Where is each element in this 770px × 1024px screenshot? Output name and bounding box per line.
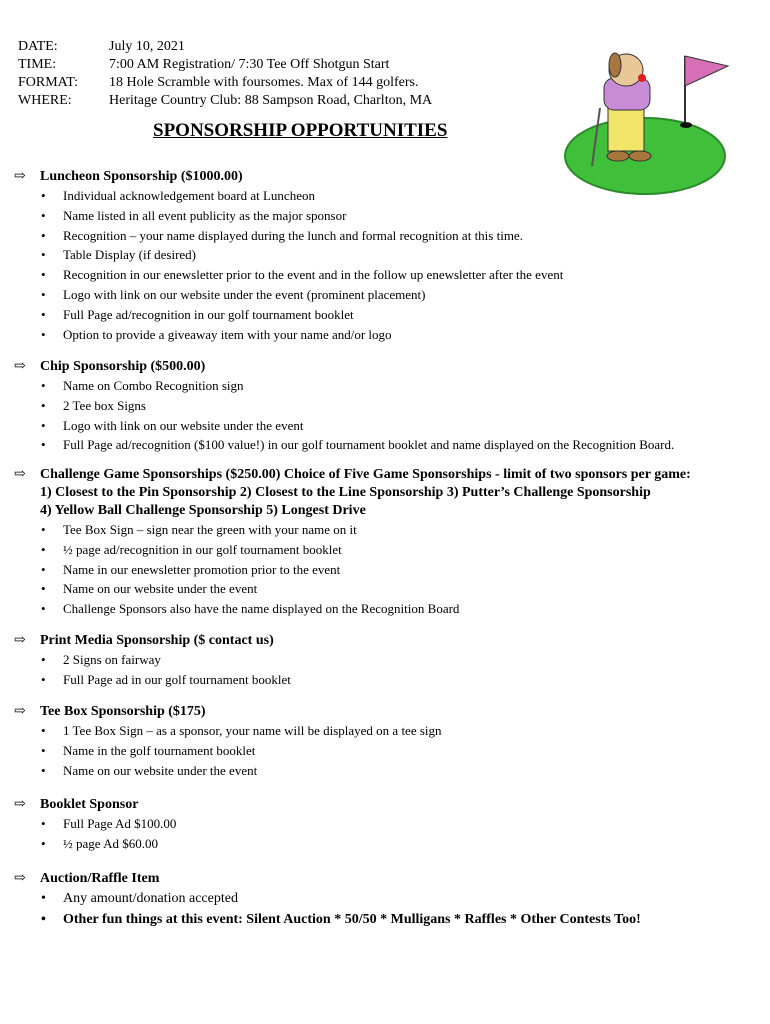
list-item: • 1 Tee Box Sign – as a sponsor, your name will be displayed on a tee sign [14,721,442,741]
format-row [18,74,432,92]
list-item: • Name on Combo Recognition sign [14,376,674,396]
list-item: • Logo with link on our website under the event (prominent placement) [14,285,563,305]
print-media-title: Print Media Sponsorship ($ contact us) [40,633,274,648]
list-item: • Logo with link on our website under the event [14,416,674,436]
right-arrow-icon: ⇨ [14,169,26,184]
format-value: 18 Hole Scramble with foursomes. Max of 144 golfers. [109,75,419,90]
page-title: SPONSORSHIP OPPORTUNITIES [153,120,448,141]
luncheon-header [14,168,563,186]
booklet-section [14,796,176,854]
chip-header [14,358,674,376]
right-arrow-icon: ⇨ [14,359,26,374]
time-value: 7:00 AM Registration/ 7:30 Tee Off Shotgun Start [109,57,390,72]
list-item: • Full Page Ad $100.00 [14,814,176,834]
time-row [18,56,432,74]
challenge-games-line-1: 1) Closest to the Pin Sponsorship 2) Closest to the Line Sponsorship 3) Putter’s Challenge Sponsorship [40,485,651,500]
right-arrow-icon: ⇨ [14,704,26,719]
chip-title: Chip Sponsorship ($500.00) [40,359,206,374]
tee-box-header [14,703,442,721]
auction-header [14,870,641,888]
right-arrow-icon: ⇨ [14,871,26,886]
challenge-list [14,520,691,619]
where-row [18,92,432,110]
auction-section [14,870,641,930]
luncheon-list [14,186,563,344]
list-item: • Any amount/donation accepted [14,888,641,909]
right-arrow-icon: ⇨ [14,797,26,812]
right-arrow-icon: ⇨ [14,467,26,482]
booklet-list [14,814,176,854]
tee-box-title: Tee Box Sponsorship ($175) [40,704,206,719]
golfer-dog-illustration [560,48,730,198]
list-item: • Full Page ad/recognition in our golf tournament booklet [14,305,563,325]
dog-ear [609,53,621,77]
list-item: • Table Display (if desired) [14,245,563,265]
fun-things-item: • Other fun things at this event: Silent Auction * 50/50 * Mulligans * Raffles * Other Contests Too! [14,909,641,930]
booklet-header [14,796,176,814]
left-shoe [607,151,629,161]
date-label: DATE: [18,39,58,54]
list-item: • Recognition – your name displayed during the lunch and formal recognition at this time. [14,226,563,246]
event-info [18,38,432,110]
time-label: TIME: [18,57,57,72]
list-item: • Tee Box Sign – sign near the green with your name on it [14,520,691,540]
booklet-title: Booklet Sponsor [40,797,139,812]
list-item: • Name listed in all event publicity as the major sponsor [14,206,563,226]
list-item: • Name in the golf tournament booklet [14,741,442,761]
format-label: FORMAT: [18,75,78,90]
print-media-section [14,632,291,690]
list-item: • Challenge Sponsors also have the name displayed on the Recognition Board [14,599,691,619]
where-label: WHERE: [18,93,72,108]
print-media-header [14,632,291,650]
list-item: • ½ page ad/recognition in our golf tournament booklet [14,540,691,560]
list-item: • Full Page ad in our golf tournament booklet [14,670,291,690]
dog-nose [638,74,646,82]
where-value: Heritage Country Club: 88 Sampson Road, Charlton, MA [109,93,433,108]
date-row [18,38,432,56]
list-item: • ½ page Ad $60.00 [14,834,176,854]
right-shoe [629,151,651,161]
list-item: • Recognition in our enewsletter prior to the event and in the follow up enewsletter after the event [14,265,563,285]
list-item: • Name on our website under the event [14,579,691,599]
challenge-games-line-2: 4) Yellow Ball Challenge Sponsorship 5) Longest Drive [40,503,366,518]
list-item: • 2 Tee box Signs [14,396,674,416]
print-media-list [14,650,291,690]
challenge-title: Challenge Game Sponsorships ($250.00) Choice of Five Game Sponsorships - limit of two sponsors per game: [40,467,691,482]
tee-box-section [14,703,442,780]
chip-section [14,358,674,455]
flag-icon [685,56,728,86]
list-item: • Name in our enewsletter promotion prior to the event [14,560,691,580]
luncheon-section [14,168,563,344]
auction-title: Auction/Raffle Item [40,871,160,886]
challenge-section [14,466,691,619]
chip-list [14,376,674,455]
list-item: • Name on our website under the event [14,761,442,781]
auction-list [14,888,641,930]
challenge-header [14,466,691,484]
list-item: • 2 Signs on fairway [14,650,291,670]
golf-hole [680,122,692,128]
list-item: • Full Page ad/recognition ($100 value!) in our golf tournament booklet and name displayed on the Recognition Board. [14,435,674,455]
right-arrow-icon: ⇨ [14,633,26,648]
luncheon-title: Luncheon Sponsorship ($1000.00) [40,169,243,184]
tee-box-list [14,721,442,780]
list-item: • Option to provide a giveaway item with your name and/or logo [14,325,563,345]
list-item: • Individual acknowledgement board at Luncheon [14,186,563,206]
date-value: July 10, 2021 [109,39,185,54]
